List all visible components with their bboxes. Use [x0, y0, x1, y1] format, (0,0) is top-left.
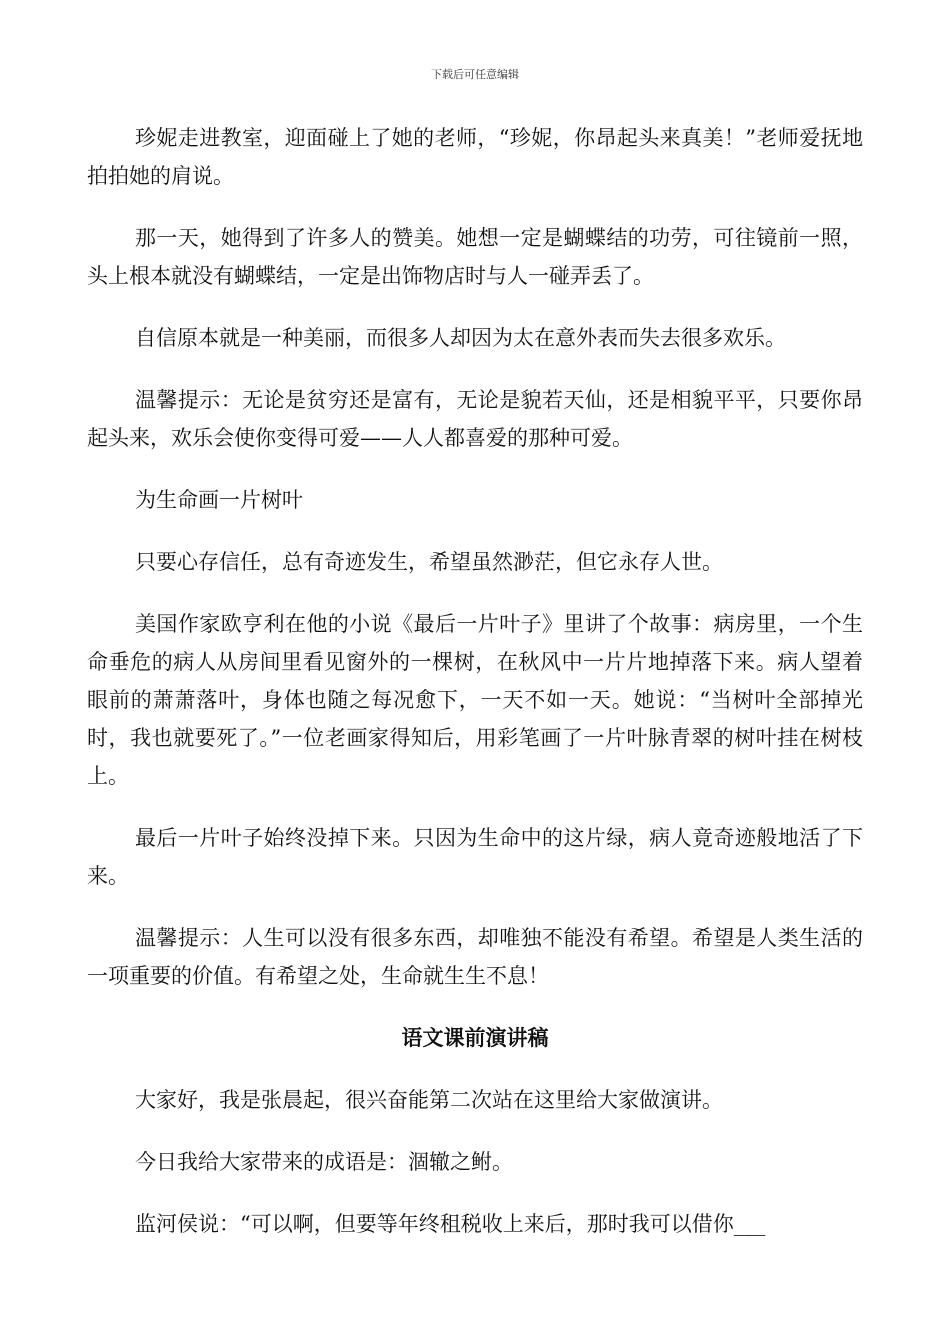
paragraph: 那一天，她得到了许多人的赞美。她想一定是蝴蝶结的功劳，可往镜前一照，头上根本就没有蝴蝶结，一定是出饰物店时与人一碰弄丢了。 — [87, 226, 863, 288]
document-body — [87, 119, 863, 1267]
section-title: 语文课前演讲稿 — [401, 1025, 549, 1050]
paragraph: 最后一片叶子始终没掉下来。只因为生命中的这片绿，病人竟奇迹般地活了下来。 — [87, 826, 863, 888]
paragraph: 美国作家欧亨利在他的小说《最后一片叶子》里讲了个故事：病房里，一个生命垂危的病人从房间里看见窗外的一棵树，在秋风中一片片地掉落下来。病人望着眼前的萧萧落叶，身体也随之每况愈下，一天不如一天。她说：“当树叶全部掉光时，我也就要死了。”一位老画家得知后，用彩笔画了一片叶脉青翠的树叶挂在树枝上。 — [87, 612, 863, 788]
page-header-note: 下载后可任意编辑 — [431, 68, 519, 81]
paragraph: 监河侯说：“可以啊，但要等年终租税收上来后，那时我可以借你___ — [135, 1212, 766, 1236]
paragraph: 珍妮走进教室，迎面碰上了她的老师，“珍妮，你昂起头来真美！”老师爱抚地拍拍她的肩说。 — [87, 126, 863, 188]
paragraph: 自信原本就是一种美丽，而很多人却因为太在意外表而失去很多欢乐。 — [135, 326, 786, 350]
paragraph: 温馨提示：人生可以没有很多东西，却唯独不能没有希望。希望是人类生活的一项重要的价值。有希望之处，生命就生生不息！ — [87, 926, 863, 988]
paragraph: 大家好，我是张晨起，很兴奋能第二次站在这里给大家做演讲。 — [135, 1088, 723, 1112]
story-title: 为生命画一片树叶 — [135, 488, 303, 512]
paragraph: 只要心存信任，总有奇迹发生，希望虽然渺茫，但它永存人世。 — [135, 550, 723, 574]
paragraph: 今日我给大家带来的成语是：涸辙之鲋。 — [135, 1150, 513, 1174]
paragraph: 温馨提示：无论是贫穷还是富有，无论是貌若天仙，还是相貌平平，只要你昂起头来，欢乐会使你变得可爱——人人都喜爱的那种可爱。 — [87, 388, 863, 450]
